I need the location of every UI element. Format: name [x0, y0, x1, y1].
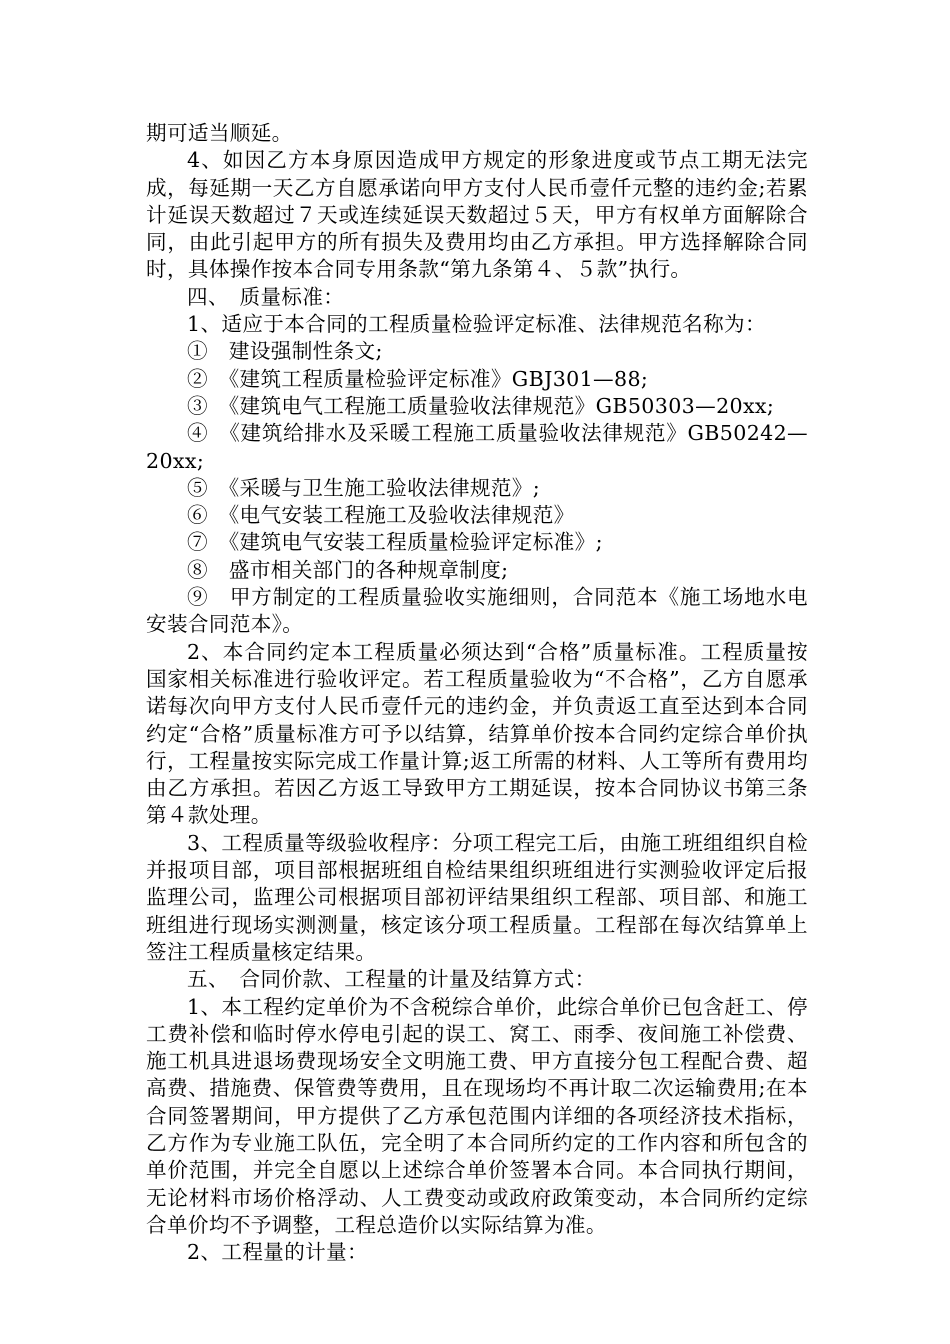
paragraph-quantity-measurement: 2、工程量的计量：: [187, 1240, 369, 1265]
paragraph-continuation: 期可适当顺延。: [146, 121, 293, 145]
paragraph-standards-intro: 1、适应于本合同的工程质量检验评定标准、法律规范名称为：: [187, 312, 766, 337]
standard-item: ⑨ 甲方制定的工程质量验收实施细则，合同范本《施工场地水电安装合同范本》。: [146, 585, 808, 637]
paragraph-acceptance-procedure: 3、工程质量等级验收程序：分项工程完工后，由施工班组组织自检并报项目部，项目部根据班组自检结果组织班组进行实测验收评定后报监理公司，监理公司根据项目部初评结果组织工程部、项目部、和施工班组进行现场实测测量，核定该分项工程质量。工程部在每次结算单上签注工程质量核定结果。: [146, 830, 808, 964]
paragraph-unit-price: 1、本工程约定单价为不含税综合单价，此综合单价已包含赶工、停工费补偿和临时停水停电引起的误工、窝工、雨季、夜间施工补偿费、施工机具进退场费现场安全文明施工费、甲方直接分包工程配合费、超高费、措施费、保管费等费用，且在现场均不再计取二次运输费用;在本合同签署期间，甲方提供了乙方承包范围内详细的各项经济技术指标，乙方作为专业施工队伍，完全明了本合同所约定的工作内容和所包含的单价范围，并完全自愿以上述综合单价签署本合同。本合同执行期间，无论材料市场价格浮动、人工费变动或政府政策变动，本合同所约定综合单价均不予调整，工程总造价以实际结算为准。: [146, 994, 808, 1237]
standard-item: ⑥ 《电气安装工程施工及验收法律规范》: [187, 503, 575, 528]
standard-item: ⑧ 盛市相关部门的各种规章制度;: [187, 557, 509, 582]
section-heading-price-and-settlement: 五、 合同价款、工程量的计量及结算方式：: [187, 967, 596, 992]
standard-item: ③ 《建筑电气工程施工质量验收法律规范》GB50303—20xx;: [187, 393, 775, 418]
section-heading-quality-standard: 四、 质量标准：: [187, 284, 345, 309]
document-body: [146, 120, 808, 1266]
standard-item: ① 建设强制性条文;: [187, 339, 383, 364]
standard-item: ⑤ 《采暖与卫生施工验收法律规范》;: [187, 475, 541, 500]
standard-item: ⑦ 《建筑电气安装工程质量检验评定标准》;: [187, 530, 603, 555]
standard-item: ④ 《建筑给排水及采暖工程施工质量验收法律规范》GB50242—20xx;: [146, 421, 808, 473]
standard-item: ② 《建筑工程质量检验评定标准》GBJ301—88;: [187, 366, 649, 391]
paragraph-delay-penalty: 4、如因乙方本身原因造成甲方规定的形象进度或节点工期无法完成，每延期一天乙方自愿承诺向甲方支付人民币壹仟元整的违约金;若累计延误天数超过７天或连续延误天数超过５天，甲方有权单方面解除合同，由此引起甲方的所有损失及费用均由乙方承担。甲方选择解除合同时，具体操作按本合同专用条款“第九条第４、５款”执行。: [146, 148, 808, 282]
paragraph-quality-qualified: 2、本合同约定本工程质量必须达到“合格”质量标准。工程质量按国家相关标准进行验收评定。若工程质量验收为“不合格”，乙方自愿承诺每次向甲方支付人民币壹仟元的违约金，并负责返工直至达到本合同约定“合格”质量标准方可予以结算，结算单价按本合同约定综合单价执行，工程量按实际完成工作量计算;返工所需的材料、人工等所有费用均由乙方承担。若因乙方返工导致甲方工期延误，按本合同协议书第三条第４款处理。: [146, 639, 808, 828]
